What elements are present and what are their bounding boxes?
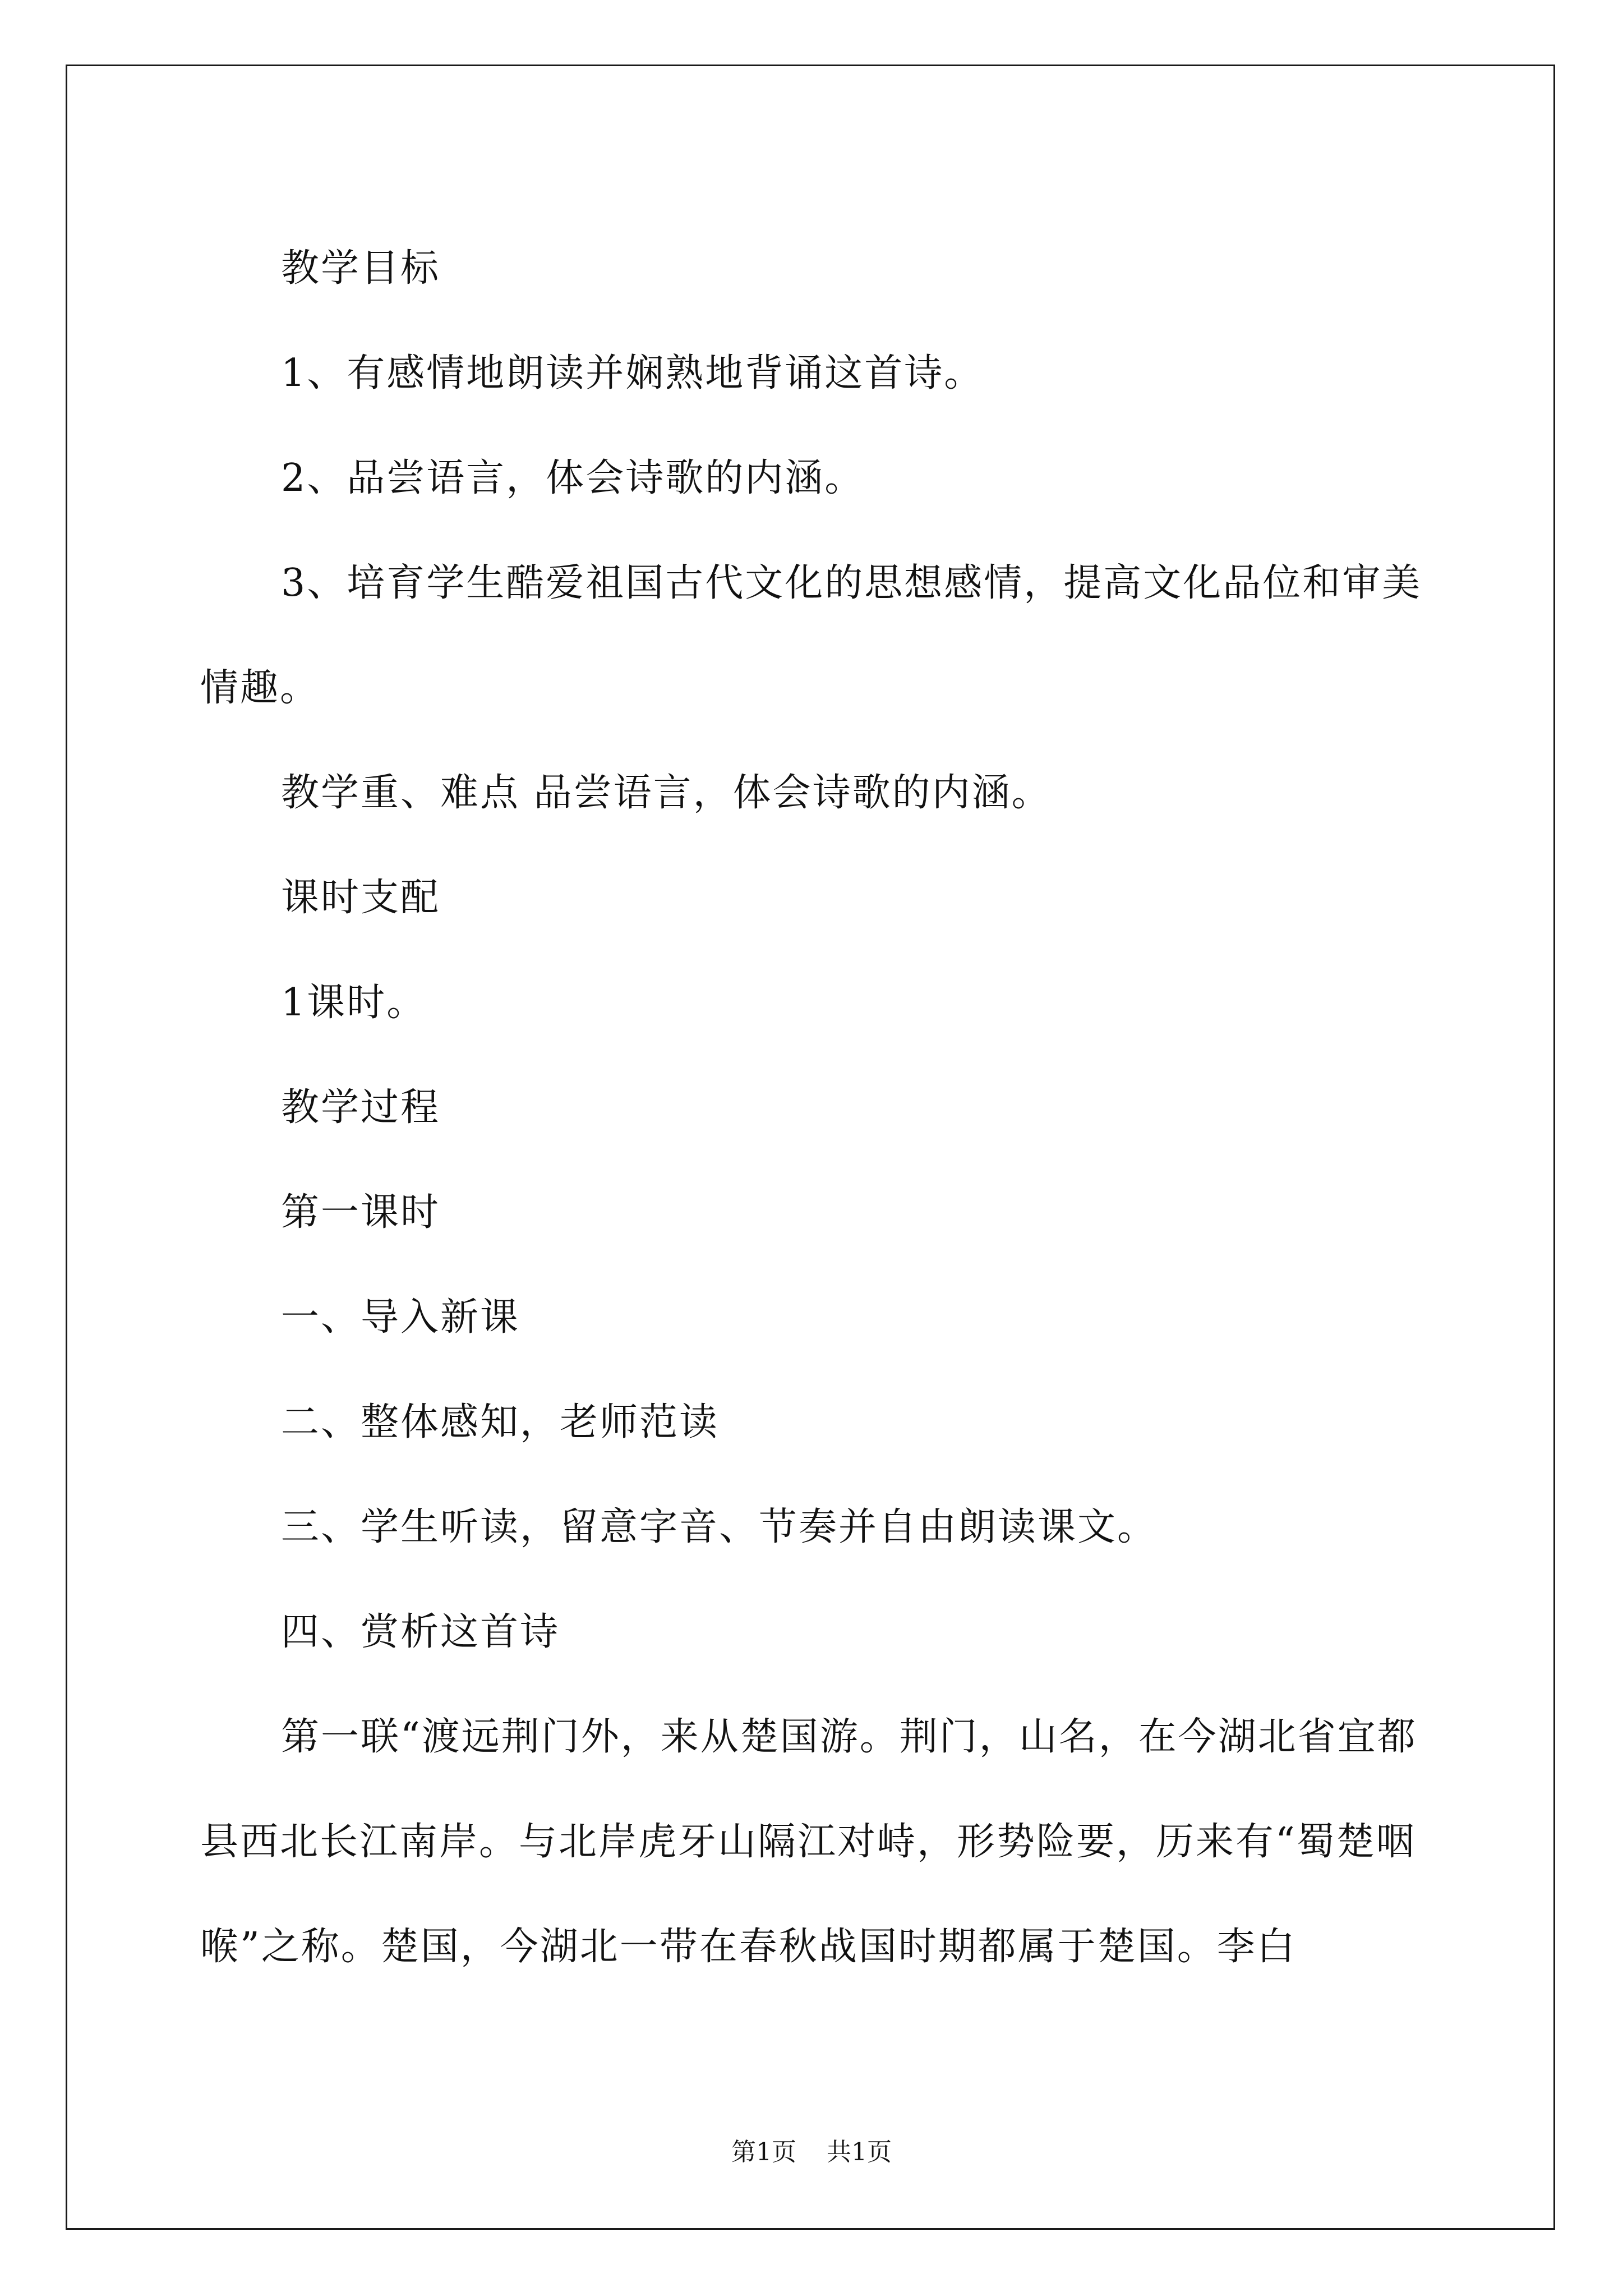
page-footer [0,2132,1623,2168]
page-number: 第1页 [731,2138,796,2166]
step-2: 二、整体感知，老师范读 [281,1400,720,1444]
heading-teaching-goals: 教学目标 [281,246,441,291]
step-1: 一、导入新课 [281,1295,520,1340]
page-total: 共1页 [827,2138,892,2166]
heading-schedule: 课时支配 [281,876,441,920]
analysis-paragraph: 第一联“渡远荆门外，来从楚国游。荆门，山名，在今湖北省宜都县西北长江南岸。与北岸虎牙山隔江对峙，形势险要，历来有“蜀楚咽喉”之称。楚国，今湖北一带在春秋战国时期都属于楚国。李白 [200,1715,1417,1969]
heading-first-lesson: 第一课时 [281,1190,441,1235]
goal-item-3: 3、培育学生酷爱祖国古代文化的思想感情，提高文化品位和审美情趣。 [200,561,1422,710]
step-3: 三、学生听读，留意字音、节奏并自由朗读课文。 [281,1505,1158,1549]
document-body [200,216,1431,1999]
schedule-value: 1课时。 [281,981,427,1025]
step-4: 四、赏析这首诗 [281,1610,560,1654]
heading-process: 教学过程 [281,1085,441,1130]
key-difficulties: 教学重、难点 品尝语言，体会诗歌的内涵。 [281,771,1052,815]
goal-item-1: 1、有感情地朗读并娴熟地背诵这首诗。 [281,351,984,395]
goal-item-2: 2、品尝语言，体会诗歌的内涵。 [281,456,865,500]
